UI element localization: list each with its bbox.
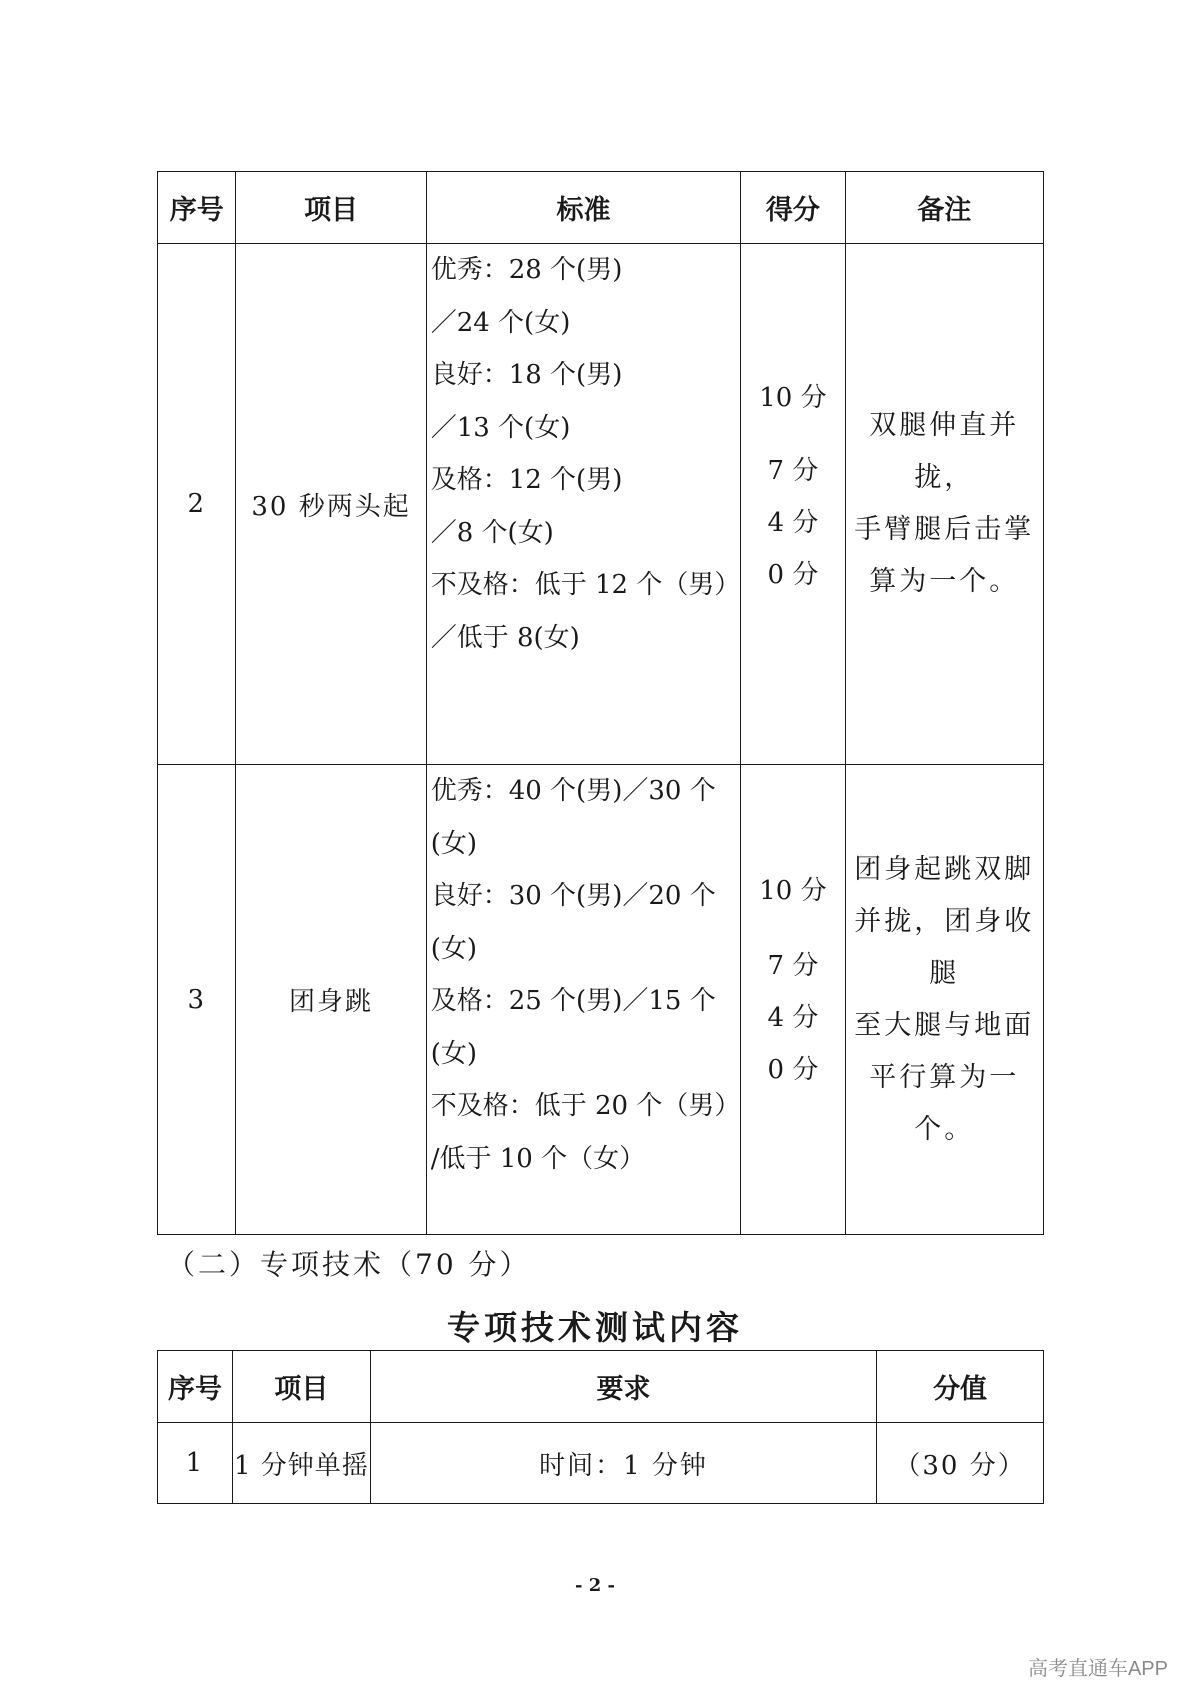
score-value: 10 分	[759, 876, 827, 906]
row-score	[741, 765, 845, 1235]
standard-line: ／24 个(女)	[430, 307, 571, 338]
fitness-standard-table	[157, 171, 1044, 1235]
row-requirement: 时间：1 分钟	[370, 1423, 876, 1504]
note-line: 手臂腿后击掌	[854, 514, 1035, 545]
row-note	[845, 765, 1043, 1235]
standard-line: 优秀：40 个(男)／30 个	[430, 776, 716, 806]
row-score	[741, 244, 845, 765]
note-line: 双腿伸直并拢，	[869, 410, 1020, 493]
header-item: 项目	[232, 1351, 370, 1423]
header-no: 序号	[158, 172, 236, 244]
score-value: 4 分	[767, 508, 819, 538]
row-no: 3	[158, 765, 236, 1235]
page-number: - 2 -	[575, 1575, 615, 1596]
row-standard	[426, 765, 741, 1235]
note-line: 至大腿与地面	[854, 1009, 1035, 1041]
standard-line: /低于 10 个（女）	[430, 1143, 646, 1174]
row-item: 30 秒两头起	[236, 244, 426, 765]
header-requirement: 要求	[370, 1351, 876, 1423]
standard-line: (女)	[430, 828, 477, 859]
header-value: 分值	[877, 1351, 1044, 1423]
standard-line: (女)	[430, 933, 477, 964]
standard-line: ／低于 8(女)	[430, 622, 580, 653]
row-standard	[426, 244, 741, 765]
table-header-row	[158, 172, 1044, 244]
row-note	[845, 244, 1043, 765]
table-row	[158, 765, 1044, 1235]
section-heading: （二）专项技术（70 分）	[167, 1248, 531, 1281]
header-standard: 标准	[426, 172, 741, 244]
table-header-row	[158, 1351, 1044, 1423]
score-value: 4 分	[767, 1003, 819, 1033]
score-value: 10 分	[759, 383, 827, 413]
note-line: 算为一个。	[869, 566, 1020, 597]
score-value: 7 分	[767, 456, 819, 486]
score-value: 7 分	[767, 951, 819, 981]
standard-line: 及格：25 个(男)／15 个	[430, 986, 716, 1016]
header-no: 序号	[158, 1351, 233, 1423]
note-line: 平行算为一个。	[869, 1061, 1020, 1145]
score-value: 0 分	[767, 1055, 819, 1085]
note-line: 并拢，团身收腿	[854, 905, 1035, 989]
watermark: 高考直通车APP	[1027, 1658, 1168, 1680]
row-item: 团身跳	[236, 765, 426, 1235]
header-note: 备注	[845, 172, 1043, 244]
row-no: 2	[158, 244, 236, 765]
standard-line: ／13 个(女)	[430, 412, 571, 443]
table-row	[158, 244, 1044, 765]
header-score: 得分	[741, 172, 845, 244]
score-value: 0 分	[767, 560, 819, 590]
standard-line: ／8 个(女)	[430, 517, 554, 548]
row-no: 1	[158, 1423, 233, 1504]
standard-line: 不及格：低于 20 个（男）	[430, 1091, 741, 1121]
row-item: 1 分钟单摇	[232, 1423, 370, 1504]
standard-line: 良好：30 个(男)／20 个	[430, 881, 716, 911]
skill-test-table	[157, 1350, 1044, 1504]
standard-line: 良好：18 个(男)	[430, 360, 623, 390]
header-item: 项目	[236, 172, 426, 244]
table-row	[158, 1423, 1044, 1504]
standard-line: 及格：12 个(男)	[430, 465, 623, 495]
standard-line: 不及格：低于 12 个（男）	[430, 570, 741, 600]
row-value: （30 分）	[877, 1423, 1044, 1504]
note-line: 团身起跳双脚	[854, 853, 1035, 885]
standard-line: (女)	[430, 1038, 477, 1069]
table-title: 专项技术测试内容	[447, 1308, 743, 1347]
standard-line: 优秀：28 个(男)	[430, 255, 623, 285]
